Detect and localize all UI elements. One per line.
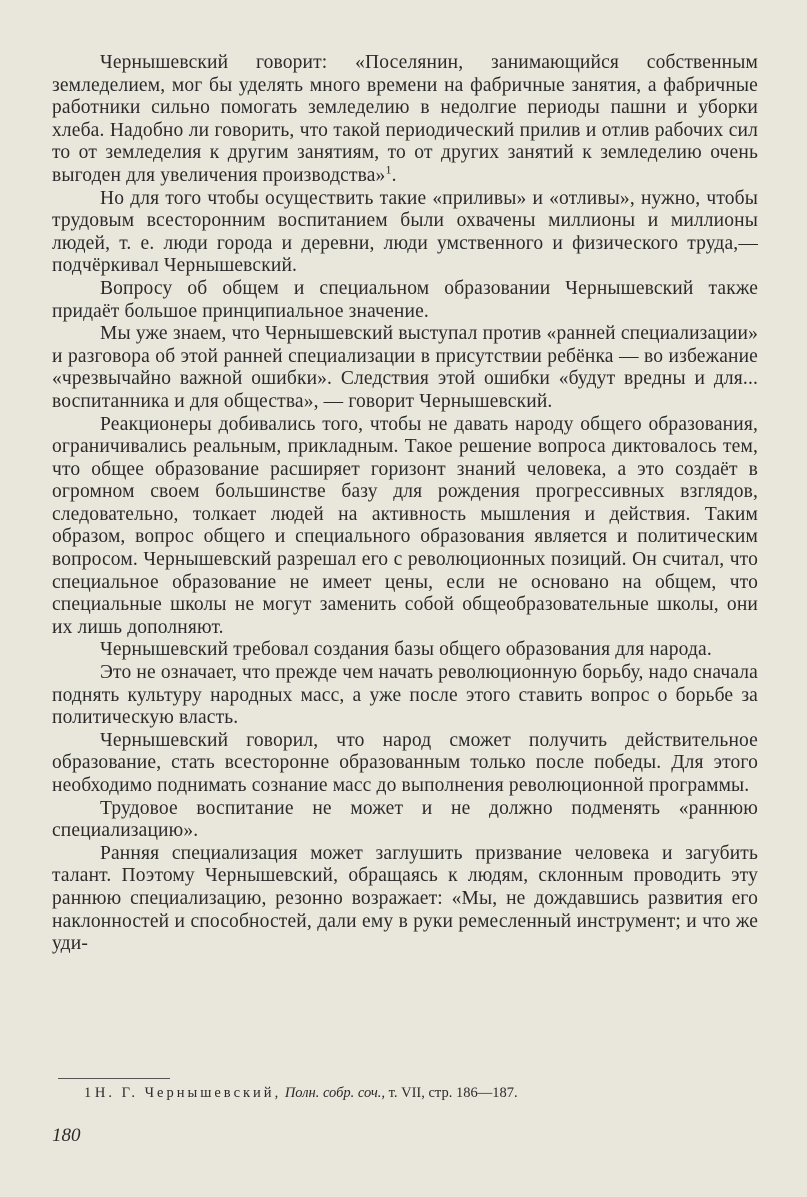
footnote-title: Полн. собр. соч., [284,1085,385,1101]
footnote-number: 1 [84,1085,92,1101]
paragraph: Вопросу об общем и специальном образовании Чернышевский также придаёт большое принципиальное значение. [52,277,758,322]
paragraph-text: Чернышевский говорит: «Поселянин, занимающийся собственным земледелием, мог бы уделять много времени на фабричные занятия, а фабричные работники сильно помогать земледелию в недолгие периоды пашни и уборки хлеба. Надобно ли говорить, что такой периодический прилив и отлив рабочих сил то от земледелия к другим занятиям, то от других занятий к земледелию очень выгоден для увеличения производства» [52,52,758,186]
footnote-author: Н. Г. Чернышевский, [94,1085,282,1101]
page-number: 180 [52,1125,81,1146]
paragraph: Чернышевский требовал создания базы общего образования для народа. [100,639,712,661]
paragraph: Чернышевский говорил, что народ сможет получить действительное образование, стать всесторонне образованным только после победы. Для этого необходимо поднимать сознание масс до выполнения революционной программы. [52,729,758,796]
paragraph: Но для того чтобы осуществить такие «приливы» и «отливы», нужно, чтобы трудовым всесторонним воспитанием были охвачены миллионы и миллионы людей, т. е. люди города и деревни, люди умственного и физического труда,— подчёркивал Чернышевский. [52,187,758,277]
paragraph: Это не означает, что прежде чем начать революционную борьбу, надо сначала поднять культуру народных масс, а уже после этого ставить вопрос о борьбе за политическую власть. [52,662,758,729]
paragraph: Ранняя специализация может заглушить призвание человека и загубить талант. Поэтому Чернышевский, обращаясь к людям, склонным проводить эту раннюю специализацию, резонно возражает: «Мы, не дождавшись развития его наклонностей и способностей, дали ему в руки ремесленный инструмент; и что же уди- [52,842,758,955]
footnote-divider [58,1078,170,1079]
paragraph: Мы уже знаем, что Чернышевский выступал против «ранней специализации» и разговора об этой ранней специализации в присутствии ребёнка — во избежание «чрезвычайно важной ошибки». Следствия этой ошибки «будут вредны и для... воспитанника и для общества», — говорит Чернышевский. [52,323,758,412]
paragraph: Чернышевский говорит: «Поселянин, занимающийся собственным земледелием, мог бы уделять много времени на фабричные занятия, а фабричные работники сильно помогать земледелию в недолгие периоды пашни и уборки хлеба. Надобно ли говорить, что такой периодический прилив и отлив рабочих сил то от земледелия к другим занятиям, то от других занятий к земледелию очень выгоден для увеличения производства»$^1$. [52,52,758,186]
paragraph: Трудовое воспитание не может и не должно подменять «раннюю специализацию». [52,797,758,842]
footnote [84,1084,774,1102]
main-text [52,52,758,956]
footnote-reference: 1 [385,162,392,177]
footnote-location: т. VII, стр. 186—187. [388,1085,518,1101]
paragraph: Реакционеры добивались того, чтобы не давать народу общего образования, ограничивались реальным, прикладным. Такое решение вопроса диктовалось тем, что общее образование расширяет горизонт знаний человека, а это создаёт в огромном своем большинстве базу для рождения прогрессивных взглядов, следовательно, толкает людей на активность мышления и действия. Таким образом, вопрос общего и специального образования является и политическим вопросом. Чернышевский разрешал его с революционных позиций. Он считал, что специальное образование не имеет цены, если не основано на общем, что специальные школы не могут заменить собой общеобразовательные школы, они их лишь дополняют. [52,413,758,638]
